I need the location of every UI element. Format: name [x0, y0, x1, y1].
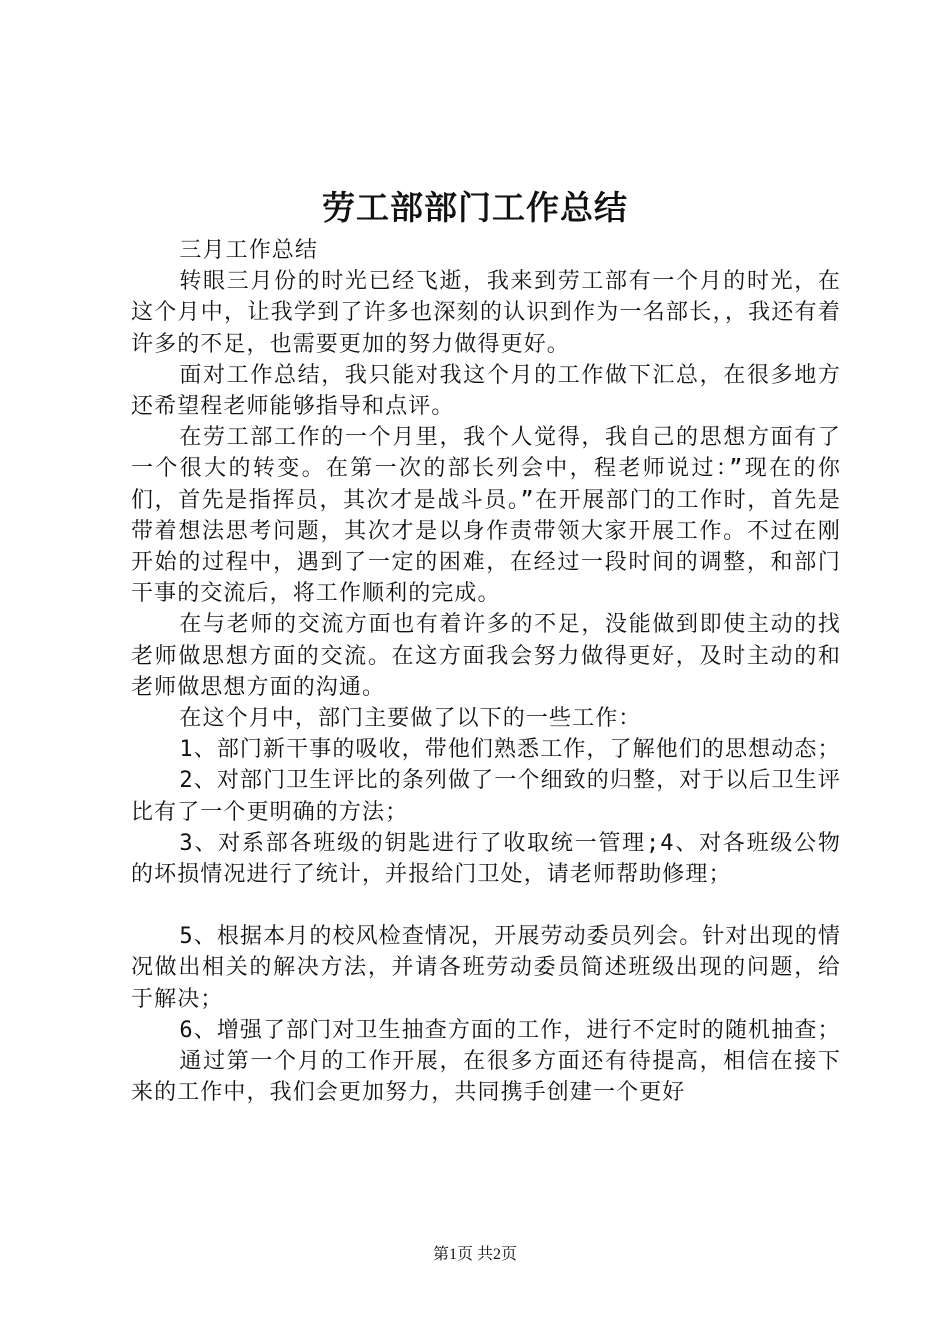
body-paragraph: 通过第一个月的工作开展，在很多方面还有待提高，相信在接下来的工作中，我们会更加努力，共同携手创建一个更好 — [131, 1049, 841, 1106]
body-paragraph: 在与老师的交流方面也有着许多的不足，没能做到即使主动的找老师做思想方面的交流。在这方面我会努力做得更好，及时主动的和老师做思想方面的沟通。 — [131, 612, 841, 700]
body-paragraph: 面对工作总结，我只能对我这个月的工作做下汇总，在很多地方还希望程老师能够指导和点评。 — [131, 362, 841, 420]
list-item: 2、对部门卫生评比的条列做了一个细致的归整，对于以后卫生评比有了一个更明确的方法； — [131, 768, 841, 825]
list-item: 6、增强了部门对卫生抽查方面的工作，进行不定时的随机抽查； — [179, 1017, 841, 1043]
body-paragraph: 转眼三月份的时光已经飞逝，我来到劳工部有一个月的时光，在这个月中，让我学到了许多也深刻的认识到作为一名部长，，我还有着许多的不足，也需要更加的努力做得更好。 — [131, 269, 841, 357]
section-heading: 三月工作总结 — [179, 238, 318, 263]
body-paragraph: 在劳工部工作的一个月里，我个人觉得，我自己的思想方面有了一个很大的转变。在第一次的部长列会中，程老师说过：”现在的你们，首先是指挥员，其次才是战斗员。”在开展部门的工作时，首先是带着想法思考问题，其次才是以身作责带领大家开展工作。不过在刚开始的过程中，遇到了一定的困难，在经过一段时间的调整，和部门干事的交流后，将工作顺利的完成。 — [131, 425, 841, 607]
document-title: 劳工部部门工作总结 — [322, 188, 628, 227]
document-body — [131, 235, 841, 1108]
list-item: 3、对系部各班级的钥匙进行了收取统一管理;4、对各班级公物的坏损情况进行了统计，并报给门卫处，请老师帮助修理； — [131, 830, 841, 888]
page-number-footer: 第1页 共2页 — [432, 1246, 517, 1263]
list-intro: 在这个月中，部门主要做了以下的一些工作： — [179, 706, 642, 732]
list-item: 1、部门新干事的吸收，带他们熟悉工作，了解他们的思想动态； — [179, 737, 841, 763]
list-item: 5、根据本月的校风检查情况，开展劳动委员列会。针对出现的情况做出相关的解决方法，并请各班劳动委员简述班级出现的问题，给于解决； — [131, 924, 841, 1012]
